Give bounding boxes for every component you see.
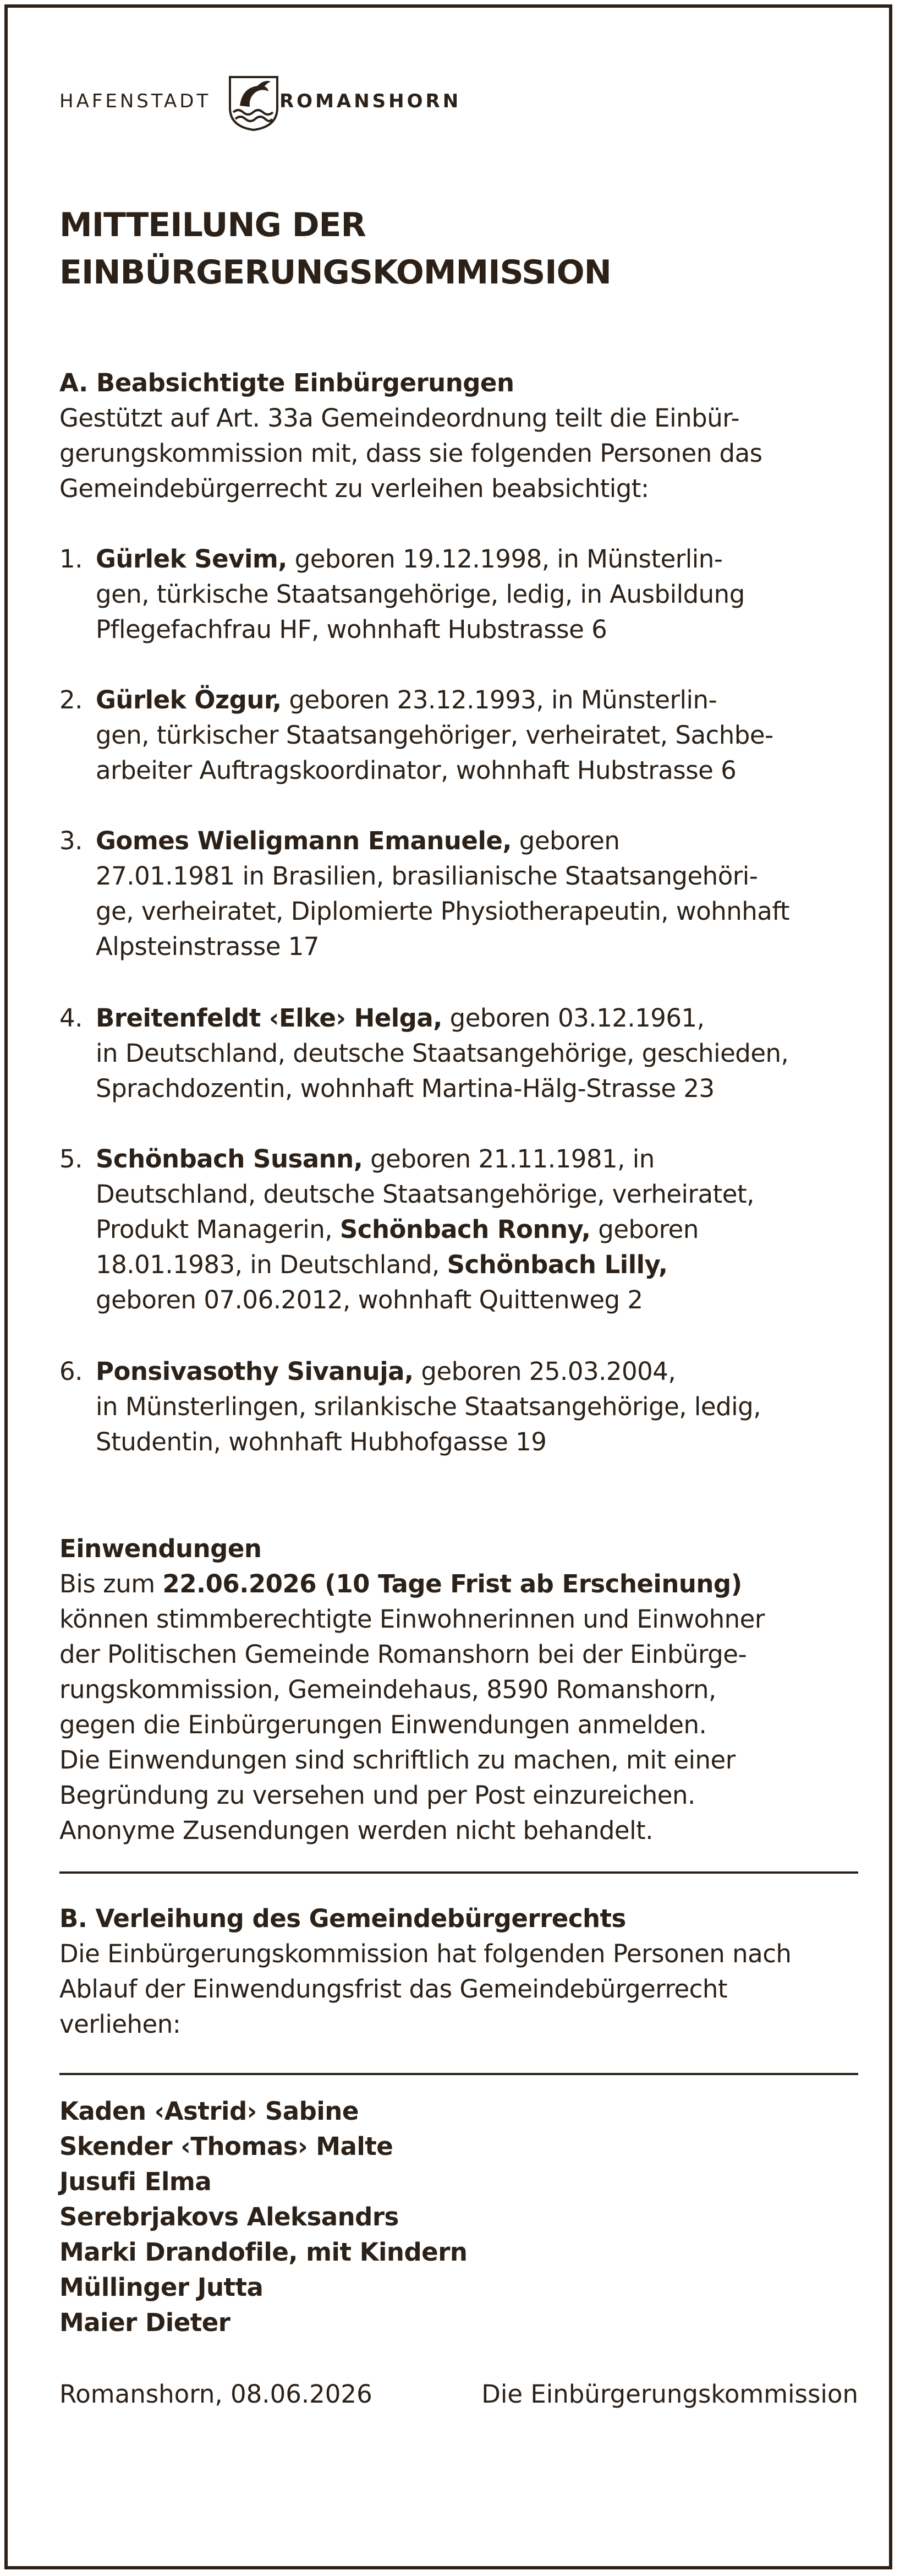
item-text: gen, türkische Staatsangehörige, ledig, in Ausbildung xyxy=(96,580,745,609)
objections-text: können stimmberechtigte Einwohnerinnen und Einwohner xyxy=(59,1604,765,1634)
section-a-heading: A. Beabsichtigte Einbürgerungen xyxy=(59,368,514,397)
objections-text: Anonyme Zusendungen werden nicht behandelt. xyxy=(59,1816,654,1845)
item-text: Studentin, wohnhaft Hubhofgasse 19 xyxy=(96,1427,547,1456)
person-name: Schönbach Susann, xyxy=(96,1144,363,1174)
divider xyxy=(59,2073,858,2075)
granted-name: Marki Drandofile, mit Kindern xyxy=(59,2237,468,2267)
person-name: Gomes Wieligmann Emanuele, xyxy=(96,826,512,855)
granted-name: Kaden ‹Astrid› Sabine xyxy=(59,2097,359,2126)
list-item xyxy=(59,1001,858,1106)
section-b-text: Ablauf der Einwendungsfrist das Gemeindebürgerrecht xyxy=(59,1974,728,2004)
item-text: Produkt Managerin, xyxy=(96,1215,340,1244)
item-number: 3. xyxy=(59,826,83,855)
item-text: geboren 03.12.1961, xyxy=(442,1003,705,1033)
item-number: 1. xyxy=(59,544,83,574)
item-text: 18.01.1983, in Deutschland, xyxy=(96,1250,447,1279)
item-number: 4. xyxy=(59,1003,83,1033)
granted-name: Maier Dieter xyxy=(59,2308,231,2337)
deadline: 22.06.2026 (10 Tage Frist ab Erscheinung) xyxy=(162,1569,742,1598)
person-name: Ponsivasothy Sivanuja, xyxy=(96,1357,414,1386)
item-text: geboren 23.12.1993, in Münsterlin- xyxy=(281,685,717,714)
objections-text: Begründung zu versehen und per Post einzureichen. xyxy=(59,1781,695,1810)
objections-text: der Politischen Gemeinde Romanshorn bei der Einbürge- xyxy=(59,1640,747,1669)
masthead xyxy=(59,79,858,140)
item-text: ge, verheiratet, Diplomierte Physiotherapeutin, wohnhaft xyxy=(96,897,790,926)
objections-text: rungskommission, Gemeindehaus, 8590 Romanshorn, xyxy=(59,1675,716,1704)
brand-left: HAFENSTADT xyxy=(59,90,211,112)
section-b-text: verliehen: xyxy=(59,2010,181,2039)
title-line-2: EINBÜRGERUNGSKOMMISSION xyxy=(59,253,611,292)
item-text: in Münsterlingen, srilankische Staatsangehörige, ledig, xyxy=(96,1392,761,1421)
section-b-text: Die Einbürgerungskommission hat folgenden Personen nach xyxy=(59,1939,792,1968)
divider xyxy=(59,1871,858,1874)
item-text: geboren 19.12.1998, in Münsterlin- xyxy=(287,544,723,574)
list-item xyxy=(59,683,858,788)
list-item xyxy=(59,542,858,647)
granted-name: Skender ‹Thomas› Malte xyxy=(59,2132,393,2161)
granted-names-list xyxy=(59,2094,858,2340)
list-item xyxy=(59,1354,858,1460)
granted-name: Serebrjakovs Aleksandrs xyxy=(59,2202,399,2231)
title-line-1: MITTEILUNG DER xyxy=(59,206,366,244)
person-name: Gürlek Sevim, xyxy=(96,544,287,574)
notice-frame xyxy=(4,4,892,2569)
person-name: Breitenfeldt ‹Elke› Helga, xyxy=(96,1003,442,1033)
signature: Die Einbürgerungskommission xyxy=(481,2379,858,2409)
item-text: 27.01.1981 in Brasilien, brasilianische Staatsangehöri- xyxy=(96,861,758,891)
item-number: 6. xyxy=(59,1357,83,1386)
list-item xyxy=(59,823,858,964)
intro-line: Gestützt auf Art. 33a Gemeindeordnung teilt die Einbür- xyxy=(59,403,740,433)
item-text: Alpsteinstrasse 17 xyxy=(96,932,319,961)
person-name: Schönbach Ronny, xyxy=(339,1215,591,1244)
romanshorn-crest-icon xyxy=(223,72,284,132)
intro-line: gerungskommission mit, dass sie folgenden Personen das xyxy=(59,439,762,468)
item-text: arbeiter Auftragskoordinator, wohnhaft Hubstrasse 6 xyxy=(96,756,737,785)
item-text: Deutschland, deutsche Staatsangehörige, verheiratet, xyxy=(96,1180,754,1209)
item-text: geboren 21.11.1981, in xyxy=(363,1144,655,1174)
item-number: 2. xyxy=(59,685,83,714)
granted-name: Müllinger Jutta xyxy=(59,2273,264,2302)
list-item xyxy=(59,1142,858,1318)
item-text: Sprachdozentin, wohnhaft Martina-Hälg-Strasse 23 xyxy=(96,1074,715,1103)
place-date: Romanshorn, 08.06.2026 xyxy=(59,2379,372,2409)
person-name: Schönbach Lilly, xyxy=(447,1250,668,1279)
brand-right: ROMANSHORN xyxy=(279,90,462,112)
person-name: Gürlek Özgur, xyxy=(96,685,282,714)
item-text: gen, türkischer Staatsangehöriger, verheiratet, Sachbe- xyxy=(96,721,773,750)
objections-text: Die Einwendungen sind schriftlich zu machen, mit einer xyxy=(59,1745,736,1775)
item-number: 5. xyxy=(59,1144,83,1174)
item-text: geboren xyxy=(511,826,620,855)
granted-name: Jusufi Elma xyxy=(59,2167,212,2196)
section-b xyxy=(59,1901,858,2042)
item-text: Pflegefachfrau HF, wohnhaft Hubstrasse 6 xyxy=(96,615,607,644)
objections-text: Bis zum xyxy=(59,1569,163,1598)
intro-line: Gemeindebürgerrecht zu verleihen beabsichtigt: xyxy=(59,474,649,503)
item-text: geboren xyxy=(590,1215,699,1244)
item-text: geboren 25.03.2004, xyxy=(413,1357,676,1386)
section-a xyxy=(59,365,858,506)
objections-text: gegen die Einbürgerungen Einwendungen anmelden. xyxy=(59,1710,707,1739)
item-text: geboren 07.06.2012, wohnhaft Quittenweg 2 xyxy=(96,1285,643,1314)
objections-section xyxy=(59,1531,858,1848)
page-title xyxy=(59,201,858,296)
item-text: in Deutschland, deutsche Staatsangehörige, geschieden, xyxy=(96,1039,789,1068)
section-b-heading: B. Verleihung des Gemeindebürgerrechts xyxy=(59,1904,626,1933)
objections-heading: Einwendungen xyxy=(59,1534,262,1563)
